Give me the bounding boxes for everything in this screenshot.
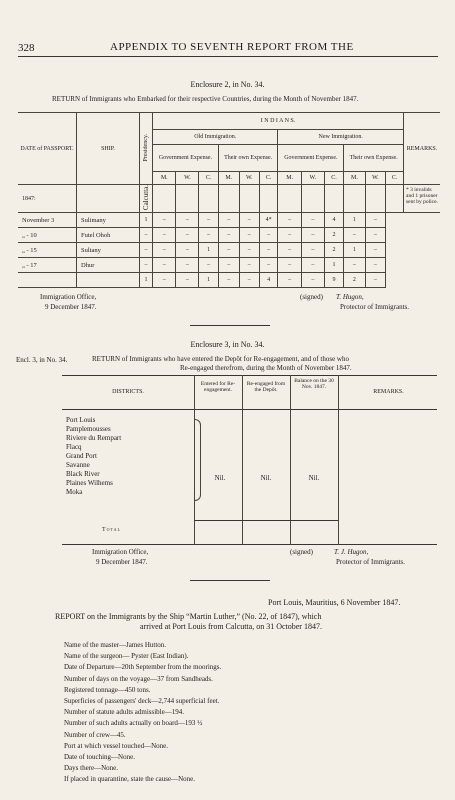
brace xyxy=(194,419,201,501)
total-value: 2 xyxy=(344,273,365,288)
total-label: Total xyxy=(102,527,122,533)
remarks-cell: * 3 invalids and 1 prisoner sent by police. xyxy=(404,185,441,213)
row-value: – xyxy=(259,258,278,273)
row-value: – xyxy=(153,243,176,258)
row-value: 2 xyxy=(324,228,344,243)
row-value: – xyxy=(239,228,259,243)
mwc-header-cell: C. xyxy=(199,172,219,185)
row-value: – xyxy=(218,228,239,243)
col-old-own: Their own Expense. xyxy=(218,145,278,172)
row-value: 1 xyxy=(140,213,153,228)
total-blank xyxy=(77,273,140,288)
enc2-office: Immigration Office, xyxy=(40,293,97,301)
enc2-role: Protector of Immigrants. xyxy=(340,303,410,311)
enc3-signer: T. J. Hugon, xyxy=(334,548,369,556)
col-reengaged-header: Re-engaged from the Depôt. xyxy=(246,381,286,393)
total-value: 9 xyxy=(324,273,344,288)
row-value: – xyxy=(365,228,386,243)
report-title-2: arrived at Port Louis from Calcutta, on 31 October 1847. xyxy=(140,622,322,631)
table-row xyxy=(18,228,440,243)
mwc-header-cell: W. xyxy=(239,172,259,185)
row-date: „ - 17 xyxy=(18,258,77,273)
row-value: – xyxy=(365,258,386,273)
total-blank xyxy=(18,273,77,288)
row-value: 2 xyxy=(324,243,344,258)
enc3-signed: (signed) xyxy=(290,548,313,556)
enclosure-3-heading: Enclosure 3, in No. 34. xyxy=(190,340,265,349)
col-old-gov: Government Expense. xyxy=(153,145,219,172)
row-value: – xyxy=(239,243,259,258)
total-value: 1 xyxy=(140,273,153,288)
district-item: Savanne xyxy=(66,461,90,469)
enclosure-2-heading: Enclosure 2, in No. 34. xyxy=(190,80,265,89)
col-remarks-header-3: REMARKS. xyxy=(373,389,404,395)
enclosure-3-margin-note: Encl. 3, in No. 34. xyxy=(16,356,68,364)
col-remarks-header: REMARKS. xyxy=(404,113,441,185)
row-value: – xyxy=(344,258,365,273)
row-value: – xyxy=(153,258,176,273)
row-value: – xyxy=(344,228,365,243)
running-title: APPENDIX TO SEVENTH REPORT FROM THE xyxy=(110,41,354,53)
row-value: – xyxy=(199,228,219,243)
col-date-header: DATE of PASSPORT. xyxy=(18,113,77,185)
row-value: 1 xyxy=(344,243,365,258)
col-presidency-header: Presidency. xyxy=(140,113,153,185)
row-ship: Sulimany xyxy=(77,213,140,228)
district-item: Plaines Wilhems xyxy=(66,479,113,487)
total-value: – xyxy=(301,273,324,288)
report-line: Days there—None. xyxy=(64,764,119,773)
total-value: – xyxy=(176,273,199,288)
row-value: – xyxy=(153,228,176,243)
page-number: 328 xyxy=(18,42,35,54)
district-item: Grand Port xyxy=(66,452,97,460)
enclosure-3-title-1: RETURN of Immigrants who have entered the Depôt for Re-engagement, and of those who xyxy=(92,355,349,363)
year-cell: 1847: xyxy=(18,185,77,213)
row-value: – xyxy=(176,243,199,258)
col-indians-header: I N D I A N S. xyxy=(153,113,404,130)
total-value: 1 xyxy=(199,273,219,288)
table-row xyxy=(18,243,440,258)
row-value: – xyxy=(218,213,239,228)
row-value: – xyxy=(301,228,324,243)
total-value: – xyxy=(365,273,386,288)
row-value: – xyxy=(140,258,153,273)
header-rule xyxy=(18,56,438,57)
total-value: – xyxy=(153,273,176,288)
row-value: – xyxy=(259,243,278,258)
table-row xyxy=(18,213,440,228)
total-value: 4 xyxy=(259,273,278,288)
report-line: Number of days on the voyage—37 from Sandheads. xyxy=(64,674,213,683)
mwc-header-cell: W. xyxy=(301,172,324,185)
enc2-signer: T. Hugon, xyxy=(336,293,364,301)
district-item: Port Louis xyxy=(66,416,96,424)
row-value: – xyxy=(176,258,199,273)
table-row xyxy=(18,258,440,273)
presidency-cell: Calcutta. xyxy=(140,185,153,213)
row-date: November 3 xyxy=(18,213,77,228)
report-line: If placed in quarantine, state the cause—None. xyxy=(64,775,196,784)
row-value: 1 xyxy=(324,258,344,273)
district-item: Flacq xyxy=(66,443,82,451)
enclosure-3-title-2: Re-engaged therefrom, during the Month of November 1847. xyxy=(180,364,352,372)
row-value: – xyxy=(176,228,199,243)
row-value: 4 xyxy=(324,213,344,228)
row-ship: Dhur xyxy=(77,258,140,273)
separator-2 xyxy=(190,580,270,581)
col-balance-header: Balance on the 30 Nov. 1847. xyxy=(294,378,334,390)
mwc-header-cell: W. xyxy=(365,172,386,185)
row-value: – xyxy=(278,243,301,258)
col-entered-header: Entered for Re-engagement. xyxy=(200,381,236,393)
enc2-signed: (signed) xyxy=(300,293,323,301)
row-value: – xyxy=(153,213,176,228)
mwc-header-cell: M. xyxy=(278,172,301,185)
col-old-immigration: Old Immigration. xyxy=(153,130,278,145)
district-list xyxy=(66,416,121,497)
nil-reengaged: Nil. xyxy=(260,474,272,482)
row-value: – xyxy=(239,213,259,228)
row-value: – xyxy=(278,228,301,243)
depot-table xyxy=(62,375,437,545)
col-new-immigration: New Immigration. xyxy=(278,130,404,145)
separator-1 xyxy=(190,325,270,326)
row-value: 1 xyxy=(199,243,219,258)
row-value: – xyxy=(199,213,219,228)
mwc-header-cell: C. xyxy=(259,172,278,185)
row-value: – xyxy=(278,258,301,273)
row-ship: Sultany xyxy=(77,243,140,258)
row-value: – xyxy=(176,213,199,228)
report-place-date: Port Louis, Mauritius, 6 November 1847. xyxy=(268,598,401,607)
enc2-date: 9 December 1847. xyxy=(45,303,97,311)
nil-balance: Nil. xyxy=(308,474,320,482)
mwc-header-cell: M. xyxy=(153,172,176,185)
row-value: – xyxy=(278,213,301,228)
row-value: 1 xyxy=(344,213,365,228)
report-line: Name of the surgeon— Pyster (East Indian). xyxy=(64,652,189,661)
report-line: Number of such adults actually on board—193 ½ xyxy=(64,719,203,728)
mwc-header-cell: C. xyxy=(324,172,344,185)
report-line: Date of Departure—20th September from the moorings. xyxy=(64,663,222,672)
report-line: Number of statute adults admissible—194. xyxy=(64,708,184,717)
col-new-own: Their own Expense. xyxy=(344,145,404,172)
row-value: – xyxy=(365,213,386,228)
enc3-date: 9 December 1847. xyxy=(96,558,148,566)
district-item: Moka xyxy=(66,488,83,496)
report-title-1: REPORT on the Immigrants by the Ship “Martin Luther,” (No. 22, of 1847), which xyxy=(55,612,322,621)
total-value: – xyxy=(218,273,239,288)
mwc-header-cell: M. xyxy=(344,172,365,185)
report-line: Superficies of passengers' deck—2,744 superficial feet. xyxy=(64,697,220,705)
row-value: – xyxy=(301,213,324,228)
enc3-role: Protector of Immigrants. xyxy=(336,558,406,566)
row-value: – xyxy=(239,258,259,273)
col-districts-header: DISTRICTS. xyxy=(112,389,144,395)
row-date: „ - 10 xyxy=(18,228,77,243)
total-value: – xyxy=(239,273,259,288)
district-item: Riviere du Rempart xyxy=(66,434,122,442)
report-line: Port at which vessel touched—None. xyxy=(64,741,169,750)
enclosure-2-title: RETURN of Immigrants who Embarked for their respective Countries, during the Month of November 1847. xyxy=(52,95,359,103)
mwc-header-cell: C. xyxy=(386,172,404,185)
row-value: – xyxy=(140,243,153,258)
report-line: Name of the master—James Hutton. xyxy=(64,641,167,649)
enc3-office: Immigration Office, xyxy=(92,548,149,556)
district-item: Pamplemousses xyxy=(66,425,111,433)
row-ship: Futel Ohoh xyxy=(77,228,140,243)
row-value: 4* xyxy=(259,213,278,228)
row-value: – xyxy=(218,258,239,273)
report-line: Registered tonnage—450 tons. xyxy=(64,685,151,694)
row-value: – xyxy=(301,258,324,273)
row-value: – xyxy=(140,228,153,243)
row-value: – xyxy=(259,228,278,243)
row-value: – xyxy=(199,258,219,273)
report-line: Number of crew—45. xyxy=(64,730,126,739)
mwc-header-cell: W. xyxy=(176,172,199,185)
nil-entered: Nil. xyxy=(214,474,226,482)
col-new-gov: Government Expense. xyxy=(278,145,344,172)
district-item: Black River xyxy=(66,470,100,478)
total-value: – xyxy=(278,273,301,288)
row-value: – xyxy=(301,243,324,258)
row-value: – xyxy=(218,243,239,258)
row-date: „ - 15 xyxy=(18,243,77,258)
report-line: Date of touching—None. xyxy=(64,753,135,761)
col-ship-header: SHIP. xyxy=(77,113,140,185)
mwc-header-cell: M. xyxy=(218,172,239,185)
row-value: – xyxy=(365,243,386,258)
immigrants-embarked-table xyxy=(18,112,440,288)
